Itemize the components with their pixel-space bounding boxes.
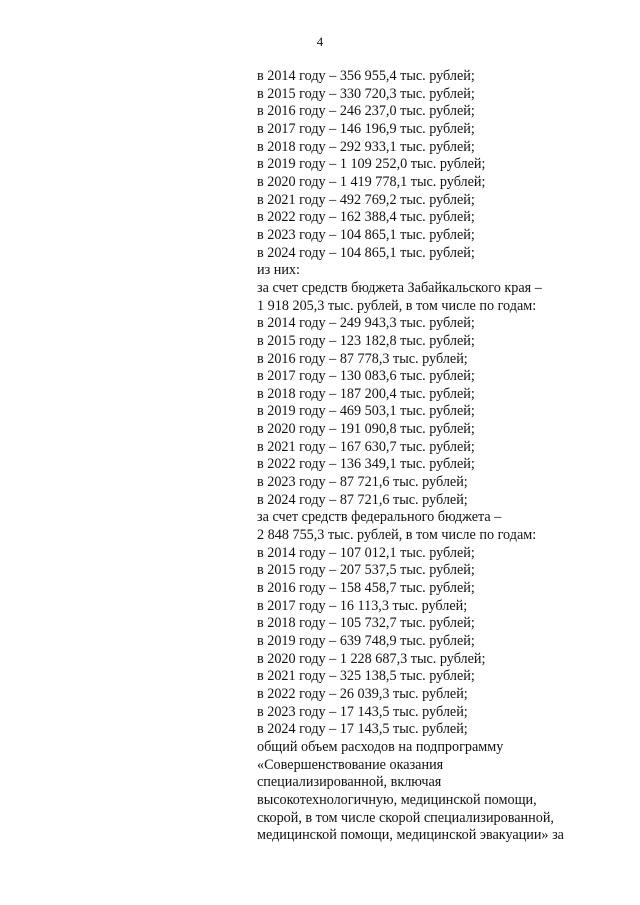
text-line: в 2021 году – 325 138,5 тыс. рублей;	[257, 668, 475, 685]
text-line: в 2020 году – 1 228 687,3 тыс. рублей;	[257, 650, 486, 667]
text-line: в 2014 году – 356 955,4 тыс. рублей;	[257, 68, 475, 84]
text-line: в 2021 году – 167 630,7 тыс. рублей;	[257, 438, 475, 455]
text-line: в 2023 году – 87 721,6 тыс. рублей;	[257, 474, 468, 491]
text-line: в 2021 году – 492 769,2 тыс. рублей;	[257, 191, 475, 208]
text-line: скорой, в том числе скорой специализированной,	[257, 809, 554, 826]
text-line: в 2018 году – 187 200,4 тыс. рублей;	[257, 385, 475, 402]
text-line: в 2019 году – 639 748,9 тыс. рублей;	[257, 633, 475, 649]
text-line: в 2016 году – 158 458,7 тыс. рублей;	[257, 580, 475, 597]
text-line: 2 848 755,3 тыс. рублей, в том числе по годам:	[257, 527, 537, 544]
text-line: в 2024 году – 104 865,1 тыс. рублей;	[257, 244, 475, 261]
text-line: в 2019 году – 1 109 252,0 тыс. рублей;	[257, 156, 486, 173]
text-line: медицинской помощи, медицинской эвакуации» за	[257, 827, 564, 844]
text-line: в 2018 году – 292 933,1 тыс. рублей;	[257, 138, 475, 155]
text-line: высокотехнологичную, медицинской помощи,	[257, 791, 537, 808]
text-line: в 2023 году – 104 865,1 тыс. рублей;	[257, 226, 475, 243]
text-line: «Совершенствование оказания	[257, 756, 444, 773]
document-body	[257, 68, 617, 845]
text-line: из них:	[257, 262, 300, 279]
text-line: в 2020 году – 191 090,8 тыс. рублей;	[257, 421, 475, 438]
text-line: в 2018 году – 105 732,7 тыс. рублей;	[257, 615, 475, 632]
text-line: за счет средств федерального бюджета –	[257, 509, 502, 526]
text-line: в 2019 году – 469 503,1 тыс. рублей;	[257, 403, 475, 420]
text-line: в 2016 году – 246 237,0 тыс. рублей;	[257, 103, 475, 120]
text-line: специализированной, включая	[257, 774, 442, 791]
text-line: в 2024 году – 87 721,6 тыс. рублей;	[257, 491, 468, 508]
text-line: в 2022 году – 26 039,3 тыс. рублей;	[257, 685, 468, 702]
text-line: в 2020 году – 1 419 778,1 тыс. рублей;	[257, 173, 486, 190]
text-line: в 2022 году – 162 388,4 тыс. рублей;	[257, 209, 475, 226]
text-line: в 2017 году – 130 083,6 тыс. рублей;	[257, 368, 475, 385]
text-line: в 2022 году – 136 349,1 тыс. рублей;	[257, 456, 475, 473]
text-line: 1 918 205,3 тыс. рублей, в том числе по годам:	[257, 297, 537, 314]
text-line: в 2017 году – 16 113,3 тыс. рублей;	[257, 597, 468, 614]
text-line: в 2015 году – 207 537,5 тыс. рублей;	[257, 562, 475, 579]
text-line: в 2014 году – 249 943,3 тыс. рублей;	[257, 315, 475, 332]
text-line: в 2016 году – 87 778,3 тыс. рублей;	[257, 350, 468, 367]
text-line: в 2023 году – 17 143,5 тыс. рублей;	[257, 703, 468, 720]
text-line: общий объем расходов на подпрограмму	[257, 738, 504, 755]
page-number: 4	[316, 34, 324, 49]
text-line: в 2015 году – 330 720,3 тыс. рублей;	[257, 85, 475, 102]
text-line: в 2014 году – 107 012,1 тыс. рублей;	[257, 544, 475, 561]
text-line: в 2024 году – 17 143,5 тыс. рублей;	[257, 721, 468, 738]
text-line: в 2017 году – 146 196,9 тыс. рублей;	[257, 120, 475, 137]
text-line: за счет средств бюджета Забайкальского края –	[257, 279, 542, 296]
text-line: в 2015 году – 123 182,8 тыс. рублей;	[257, 332, 475, 349]
